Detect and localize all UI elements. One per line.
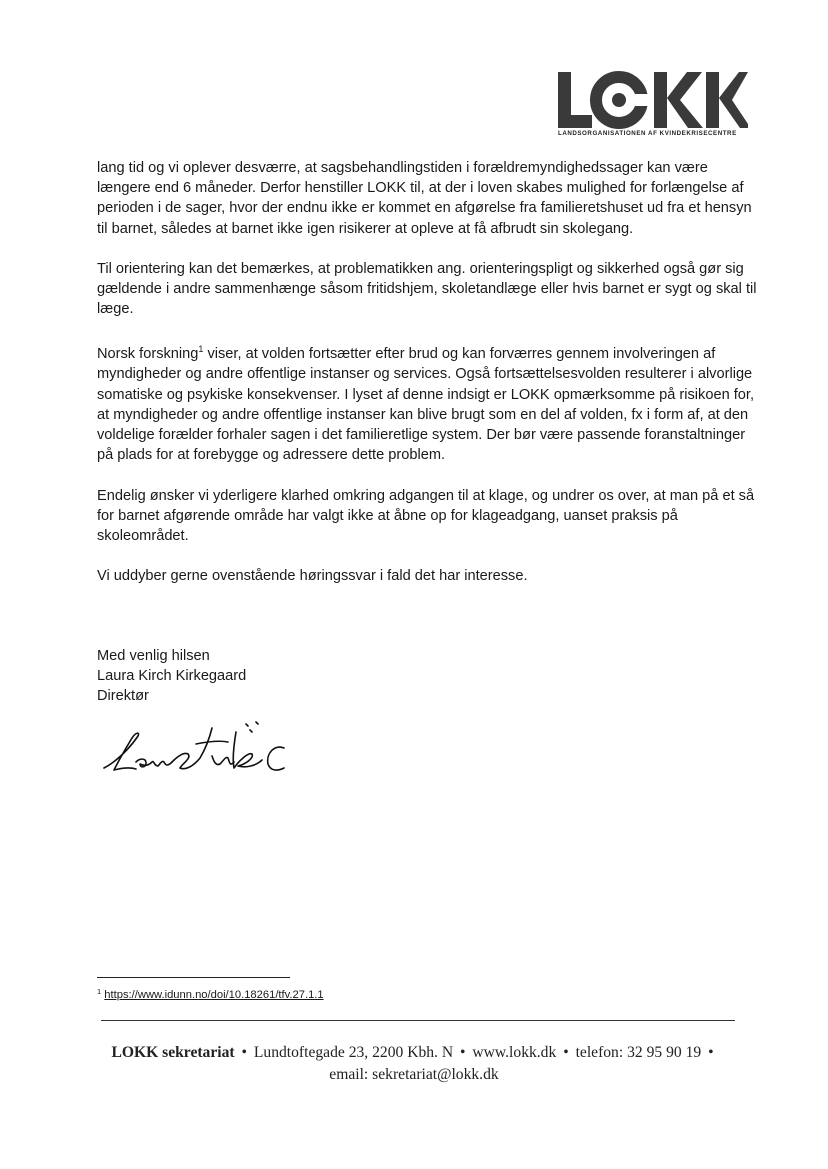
paragraph-1: lang tid og vi oplever desværre, at sagsbehandlingstiden i forældremyndighedssager kan være længere end 6 måneder. Derfor henstiller LOKK til, at der i loven skabes mulighed for forlængelse af perioden i de sager, hvor der endnu ikke er kommet en afgørelse fra familieretshuset ud fra et hensyn til barnet, således at barnet ikke igen risikerer at opleve at få afbrudt sin skolegang. xyxy=(97,160,752,237)
letter-body xyxy=(97,158,757,606)
signatory-title: Direktør xyxy=(97,688,149,705)
footer-separator: • xyxy=(241,1044,247,1061)
footnote xyxy=(97,987,324,1001)
handwritten-signature xyxy=(96,718,286,784)
footer-line-1 xyxy=(0,1042,828,1064)
lokk-wordmark xyxy=(556,68,748,130)
logo-subtitle: LANDSORGANISATIONEN AF KVINDEKRISECENTRE xyxy=(558,130,737,137)
paragraph-3 xyxy=(97,339,757,465)
paragraph-3-text: viser, at volden fortsætter efter brud og kan forværres gennem involveringen af myndigheder og andre offentlige instanser og services. Også fortsættelsesvolden resulterer i alvorlige somatiske og psykiske konsekvenser. I lyset af denne indsigt er LOKK opmærksomme på risikoen for, at myndigheder og andre offentlige instanser kan blive brugt som en del af volden, fx i form af, at den voldelige forælder forhaler sagen i det familieretlige system. Der bør være passende foranstaltninger på plads for at forebygge og adressere dette problem. xyxy=(97,346,755,464)
letter-footer xyxy=(0,1042,828,1086)
lokk-logo xyxy=(556,68,748,142)
paragraph-4: Endelig ønsker vi yderligere klarhed omkring adgangen til at klage, og undrer os over, at man på et så for barnet afgørende område har valgt ikke at åbne op for klageadgang, uanset praksis på skoleområdet. xyxy=(97,487,755,544)
footer-address: Lundtoftegade 23, 2200 Kbh. N xyxy=(253,1044,454,1061)
footer-org: LOKK sekretariat xyxy=(111,1044,235,1061)
closing-block xyxy=(97,646,246,707)
paragraph-5: Vi uddyber gerne ovenstående høringssvar i fald det har interesse. xyxy=(97,568,528,585)
footer-website[interactable]: www.lokk.dk xyxy=(472,1044,557,1061)
footnote-link[interactable]: https://www.idunn.no/doi/10.18261/tfv.27.1.1 xyxy=(104,989,324,1001)
footer-divider xyxy=(101,1020,735,1021)
signatory-name: Laura Kirch Kirkegaard xyxy=(97,668,247,685)
logo-word-text: LOKK xyxy=(556,68,559,69)
footer-separator: • xyxy=(460,1044,466,1061)
paragraph-3-lead: Norsk forskning xyxy=(97,346,199,363)
greeting: Med venlig hilsen xyxy=(97,648,210,664)
paragraph-2: Til orientering kan det bemærkes, at problematikken ang. orienteringspligt og sikkerhed også gør sig gældende i andre sammenhænge såsom fritidshjem, skoletandlæge eller hvis barnet er sygt og skal til læge. xyxy=(97,260,757,318)
footnote-divider xyxy=(97,977,290,978)
footer-email[interactable]: email: sekretariat@lokk.dk xyxy=(329,1066,499,1083)
footer-separator: • xyxy=(563,1044,569,1061)
footer-separator: • xyxy=(708,1044,714,1061)
footer-phone: telefon: 32 95 90 19 xyxy=(575,1044,702,1061)
footnote-number: 1 xyxy=(97,987,102,996)
footnote-ref: 1 xyxy=(198,344,204,355)
